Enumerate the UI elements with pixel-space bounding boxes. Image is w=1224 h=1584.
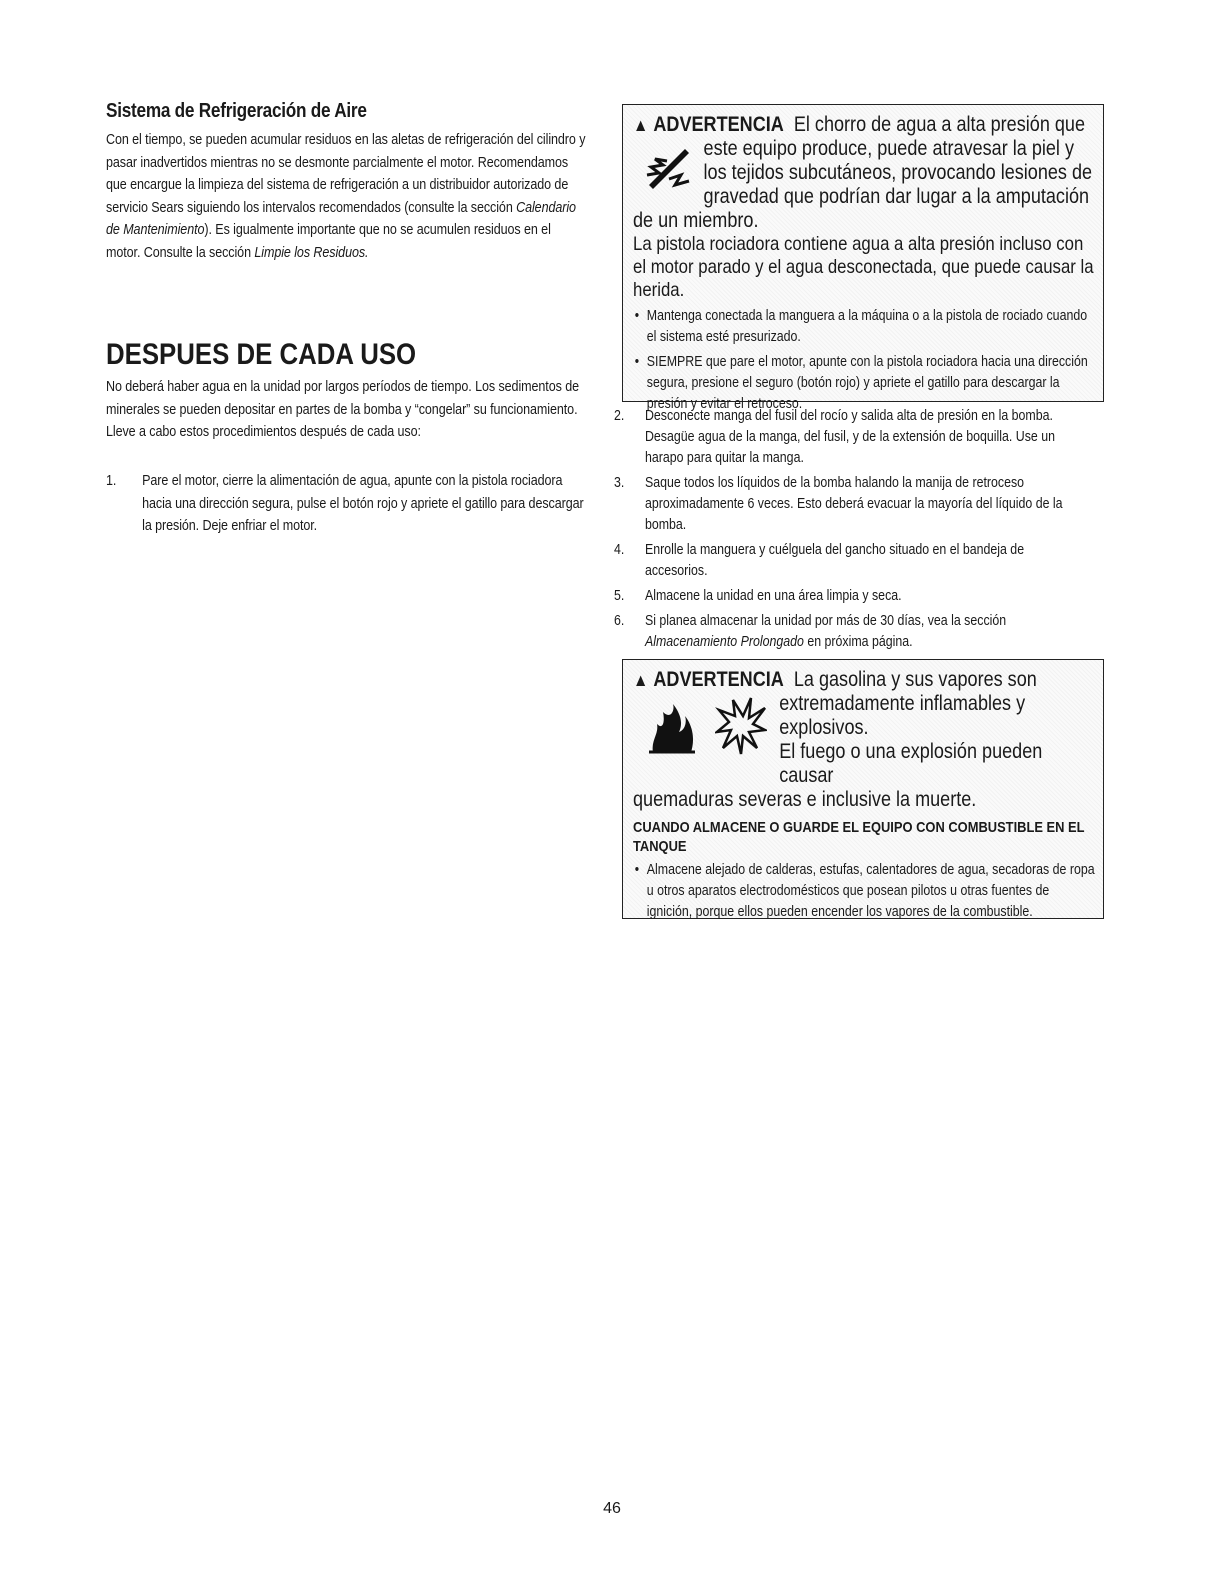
- list-item: 2. Desconecte manga del fusil del rocío y salida alta de presión en la bomba. Desagüe agua de la manga, del fusil, y de la extensión de boquilla. Use un harapo para quitar la manga.: [614, 408, 1056, 466]
- section-title: Sistema de Refrigeración de Aire: [106, 100, 367, 122]
- warning-box-injection: ▲ ADVERTENCIA El chorro de agua a alta presión que este equipo produce, puede atravesar la piel y los tejidos subcutáneos, provocando lesiones de gravedad que podrían dar lugar a la amputación de un miembro. La pistola rociadora contiene agua a alta presión incluso con el motor parado y el agua desconectada, que puede causar la herida. • Mantenga conectada la manguera a la máquina o a la pistola de rociado cuando el sistema esté presurizado. • SIEMPRE que pare el motor, apunte con la pistola rociadora hacia una dirección segura, presione el seguro (botón rojo) y apriete el gatillo para descargar la presión y evitar el retroceso.: [622, 104, 1104, 402]
- step-1: 1. Pare el motor, cierre la alimentación de agua, apunte con la pistola rociadora hacia una dirección segura, pulse el botón rojo y apriete el gatillo para descargar la presión. Deje enfriar el motor.: [106, 473, 584, 534]
- explosion-hazard-icon: [715, 696, 767, 756]
- list-item: 4. Enrolle la manguera y cuélguela del gancho situado en el bandeja de accesorios.: [614, 542, 1025, 579]
- list-item: 3. Saque todos los líquidos de la bomba halando la manija de retroceso aproximadamente 6 veces. Esto deberá evacuar la mayoría del líquido de la bomba.: [614, 475, 1063, 533]
- cooling-paragraph: Con el tiempo, se pueden acumular residuos en las aletas de refrigeración del cilindro y pasar inadvertidos mientras no se desmonte parcialmente el motor. Recomendamos que encargue la limpieza del sistema de refrigeración a un distribuidor autorizado de servicio Sears siguiendo los intervalos recomendados (consulte la sección Calendario de Mantenimiento). Es igualmente importante que no se acumulen residuos en el motor. Consulte la sección Limpie los Residuos.: [106, 132, 586, 261]
- warning-label: ADVERTENCIA: [653, 668, 784, 691]
- steps-list: [614, 406, 1078, 653]
- fuel-storage-heading: CUANDO ALMACENE O GUARDE EL EQUIPO CON COMBUSTIBLE EN EL TANQUE: [633, 819, 1085, 855]
- warning-triangle-icon: ▲: [633, 670, 649, 690]
- warning-label: ADVERTENCIA: [653, 113, 784, 136]
- intro-paragraph: No deberá haber agua en la unidad por largos períodos de tiempo. Los sedimentos de minerales se pueden depositar en partes de la bomba y “congelar” su funcionamiento. Lleve a cabo estos procedimientos después de cada uso:: [106, 379, 579, 440]
- page-heading: DESPUES DE CADA USO: [106, 338, 417, 371]
- fire-hazard-icon: [649, 702, 697, 754]
- warning-box-fuel: ▲ ADVERTENCIA La gasolina y sus vapores son extremadamente inflamables y explosivos. El fuego o una explosión pueden causar quemaduras severas e inclusive la muerte. CUANDO ALMACENE O GUARDE EL EQUIPO CON COMBUSTIBLE EN EL TANQUE • Almacene alejado de calderas, estufas, calentadores de agua, secadoras de ropa u otros aparatos electrodomésticos que posean pilotos u otras fuentes de ignición, porque ellos pueden encender los vapores de la combustible.: [622, 659, 1104, 919]
- left-column: [106, 100, 596, 560]
- warning-triangle-icon: ▲: [633, 115, 649, 135]
- list-item: 5. Almacene la unidad en una área limpia y seca.: [614, 588, 902, 604]
- right-column: [614, 104, 1108, 920]
- list-item: 6. Si planea almacenar la unidad por más de 30 días, vea la sección Almacenamiento Prolongado en próxima página.: [614, 613, 1007, 650]
- page-number: 46: [603, 1500, 621, 1517]
- injection-hazard-icon: [645, 145, 697, 191]
